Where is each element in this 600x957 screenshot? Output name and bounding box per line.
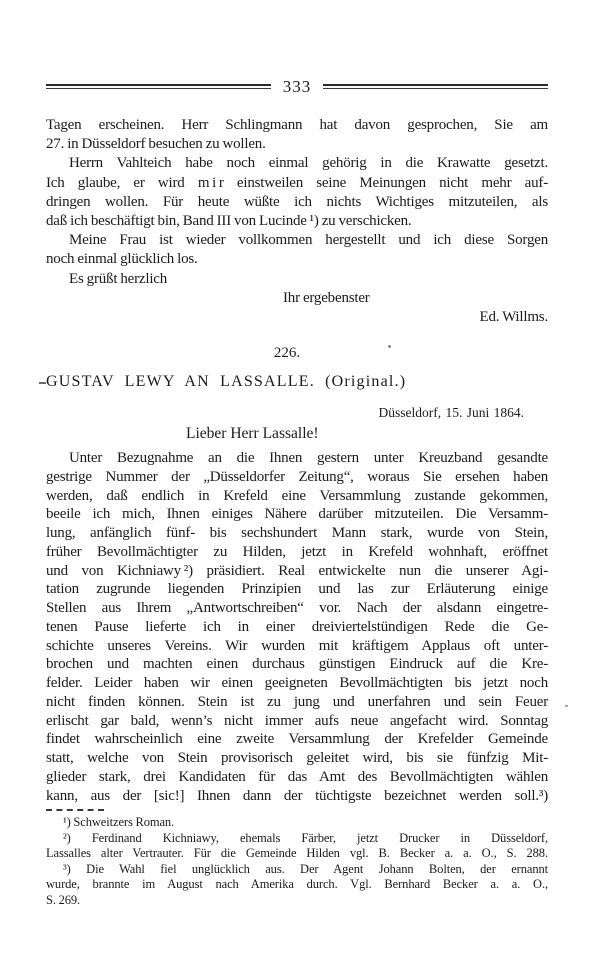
text-line: lung, anfänglich fünf- bis sechshundert Mann stark, wurde von Stein, (46, 525, 548, 542)
text-line: noch einmal glücklich los. (46, 251, 198, 268)
text-line: werden, daß endlich in Krefeld eine Versammlung zustande gekommen, (46, 487, 548, 504)
closing-line: Es grüßt herzlich (69, 270, 168, 287)
footnotes (46, 815, 548, 907)
letter-lewy-body (46, 449, 548, 805)
letter-willms (46, 116, 548, 327)
page-number: 333 (282, 77, 312, 96)
text-line: glieder stark, drei Kandidaten für das Amt des Bevollmächtigten wählen (46, 768, 548, 785)
text-line: tenen Pause lieferte ich in einer dreiviertelstündigen Rede die Ge- (46, 618, 548, 635)
salutation: Lieber Herr Lassalle! (186, 425, 319, 443)
text-line: Ich glaube, er wird m i r einstweilen seine Meinungen nicht mehr auf- (46, 174, 548, 191)
text-column (46, 0, 548, 908)
header-rule-left (46, 84, 271, 89)
scan-dash-artifact (39, 382, 46, 384)
text-line: felder. Leider haben wir einen geeigneten Bevollmächtigten bis jetzt noch (46, 675, 548, 692)
running-head (46, 77, 548, 96)
text-line: nicht finden können. Stein ist zu jung und unerfahren und sein Feuer (46, 693, 548, 710)
dateline: Düsseldorf, 15. Juni 1864. (378, 405, 524, 421)
valediction: Ihr ergebenster (283, 289, 370, 306)
text-line: kann, aus der [sic!] Ihnen dann der tüchtigste bezeichnet werden soll.³) (46, 787, 548, 804)
text-line: Meine Frau ist wieder vollkommen hergestellt und ich diese Sorgen (69, 232, 548, 249)
letter-heading: GUSTAV LEWY AN LASSALLE. (Original.) (46, 373, 407, 391)
text-line: Stellen aus Ihrem „Antwortschreiben“ vor. Nach der alsdann eingetre- (46, 600, 548, 617)
text-line: brochen und machten einen durchaus günstigen Eindruck auf die Kre- (46, 656, 548, 673)
footnote-line: Lassalles alter Vertrauter. Für die Gemeinde Hilden vgl. B. Becker a. a. O., S. 288. (46, 846, 548, 861)
text-line: beeile ich mich, Ihnen einiges Nähere darüber mitzuteilen. Die Versamm- (46, 506, 548, 523)
footnote-line: ¹) Schweitzers Roman. (63, 815, 175, 830)
text-line: tation zugrunde liegenden Prinzipien und las zur Erläuterung einige (46, 581, 548, 598)
text-line: statt, welche von Stein provisorisch geleitet wird, bis sie fünfzig Mit- (46, 750, 548, 767)
text-line: Herrn Vahlteich habe noch einmal gehörig in die Krawatte gesetzt. (69, 155, 548, 172)
scan-speck (388, 345, 391, 348)
text-line: früher Bevollmächtigter zu Hilden, jetzt in Krefeld wohnhaft, eröffnet (46, 543, 548, 560)
signature: Ed. Willms. (479, 309, 548, 326)
text-line: gestrige Nummer der „Düsseldorfer Zeitung“, woraus Sie ersehen haben (46, 468, 548, 485)
text-line: daß ich beschäftigt bin, Band III von Lucinde ¹) zu verschicken. (46, 213, 412, 230)
text-line: erlischt gar bald, wenn’s nicht immer aufs neue angefacht wird. Sonntag (46, 712, 548, 729)
footnote-line: ³) Die Wahl fiel unglücklich aus. Der Agent Johann Bolten, der ernannt (63, 861, 548, 876)
scan-speck (565, 705, 568, 707)
text-line: Tagen erscheinen. Herr Schlingmann hat davon gesprochen, Sie am (46, 117, 548, 133)
text-line: und von Kichniawy ²) präsidiert. Real entwickelte nun die unserer Agi- (46, 562, 548, 579)
text-line: 27. in Düsseldorf besuchen zu wollen. (46, 136, 266, 153)
footnote-line: S. 269. (46, 892, 81, 907)
letter-number: 226. (273, 345, 301, 362)
footnote-line: ²) Ferdinand Kichniawy, ehemals Färber, jetzt Drucker in Düsseldorf, (63, 830, 548, 845)
header-rule-right (323, 84, 548, 89)
footnote-separator (46, 809, 104, 811)
footnote-line: wurde, brannte im August nach Amerika durch. Vgl. Bernhard Becker a. a. O., (46, 877, 548, 892)
text-line: dringen wollen. Für heute wüßte ich nichts Wichtiges mitzuteilen, als (46, 193, 548, 210)
text-line: Unter Bezugnahme an die Ihnen gestern unter Kreuzband gesandte (69, 450, 548, 467)
text-line: schichte unseres Vereins. Wir wurden mit kräftigem Applaus oft unter- (46, 637, 548, 654)
text-line: findet wahrscheinlich eine zweite Versammlung der Krefelder Gemeinde (46, 731, 548, 748)
